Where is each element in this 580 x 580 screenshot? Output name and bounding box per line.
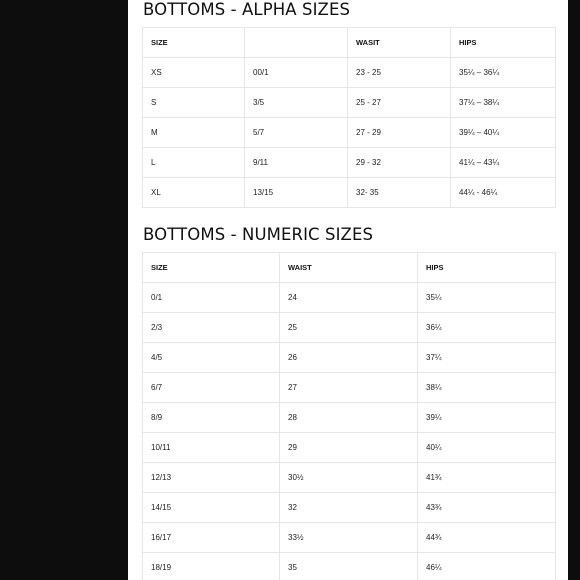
- waist-cell: 32: [280, 493, 418, 523]
- column-header-blank: [245, 28, 348, 58]
- waist-cell: 28: [280, 403, 418, 433]
- size-cell: 18/19: [143, 553, 280, 580]
- table-row: [143, 433, 556, 463]
- column-header-hips: HIPS: [418, 253, 556, 283]
- table-header-row: [143, 253, 556, 283]
- size-cell: 10/11: [143, 433, 280, 463]
- size-cell: M: [143, 118, 245, 148]
- table-row: [143, 463, 556, 493]
- size-cell: L: [143, 148, 245, 178]
- hips-cell: 44¾: [418, 523, 556, 553]
- table-row: [143, 523, 556, 553]
- numeric-sizes-table: [142, 252, 556, 580]
- hips-cell: 46¼: [418, 553, 556, 580]
- numeric-size-cell: 9/11: [245, 148, 348, 178]
- waist-cell: 27 - 29: [348, 118, 451, 148]
- waist-cell: 25: [280, 313, 418, 343]
- column-header-waist: WASIT: [348, 28, 451, 58]
- size-cell: 6/7: [143, 373, 280, 403]
- hips-cell: 37¼ – 38¼: [451, 88, 556, 118]
- hips-cell: 37¼: [418, 343, 556, 373]
- hips-cell: 38¼: [418, 373, 556, 403]
- column-header-size: SIZE: [143, 28, 245, 58]
- hips-cell: 40¼: [418, 433, 556, 463]
- hips-cell: 39¼ – 40¼: [451, 118, 556, 148]
- size-cell: XS: [143, 58, 245, 88]
- waist-cell: 26: [280, 343, 418, 373]
- table-row: [143, 88, 556, 118]
- alpha-sizes-title: BOTTOMS - ALPHA SIZES: [143, 0, 351, 19]
- table-row: [143, 493, 556, 523]
- table-row: [143, 403, 556, 433]
- column-header-size: SIZE: [143, 253, 280, 283]
- hips-cell: 41¾: [418, 463, 556, 493]
- table-row: [143, 283, 556, 313]
- numeric-size-cell: 3/5: [245, 88, 348, 118]
- waist-cell: 33½: [280, 523, 418, 553]
- size-cell: 8/9: [143, 403, 280, 433]
- waist-cell: 25 - 27: [348, 88, 451, 118]
- table-row: [143, 58, 556, 88]
- hips-cell: 41¼ – 43¼: [451, 148, 556, 178]
- size-cell: S: [143, 88, 245, 118]
- waist-cell: 24: [280, 283, 418, 313]
- size-cell: XL: [143, 178, 245, 208]
- numeric-size-cell: 5/7: [245, 118, 348, 148]
- waist-cell: 35: [280, 553, 418, 580]
- table-row: [143, 118, 556, 148]
- table-row: [143, 178, 556, 208]
- waist-cell: 29: [280, 433, 418, 463]
- size-cell: 16/17: [143, 523, 280, 553]
- hips-cell: 36¼: [418, 313, 556, 343]
- waist-cell: 27: [280, 373, 418, 403]
- table-row: [143, 343, 556, 373]
- waist-cell: 23 - 25: [348, 58, 451, 88]
- size-chart-page: [128, 0, 568, 580]
- column-header-hips: HIPS: [451, 28, 556, 58]
- numeric-size-cell: 00/1: [245, 58, 348, 88]
- hips-cell: 39¼: [418, 403, 556, 433]
- size-cell: 2/3: [143, 313, 280, 343]
- waist-cell: 30½: [280, 463, 418, 493]
- hips-cell: 35¼: [418, 283, 556, 313]
- table-row: [143, 313, 556, 343]
- size-cell: 4/5: [143, 343, 280, 373]
- table-row: [143, 148, 556, 178]
- numeric-sizes-title: BOTTOMS - NUMERIC SIZES: [143, 225, 374, 244]
- hips-cell: 35¼ – 36¼: [451, 58, 556, 88]
- size-cell: 0/1: [143, 283, 280, 313]
- waist-cell: 32- 35: [348, 178, 451, 208]
- numeric-size-cell: 13/15: [245, 178, 348, 208]
- hips-cell: 43¾: [418, 493, 556, 523]
- waist-cell: 29 - 32: [348, 148, 451, 178]
- alpha-sizes-table: [142, 27, 556, 208]
- size-cell: 14/15: [143, 493, 280, 523]
- column-header-waist: WAIST: [280, 253, 418, 283]
- hips-cell: 44¼ - 46¼: [451, 178, 556, 208]
- table-row: [143, 553, 556, 580]
- table-header-row: [143, 28, 556, 58]
- table-row: [143, 373, 556, 403]
- size-cell: 12/13: [143, 463, 280, 493]
